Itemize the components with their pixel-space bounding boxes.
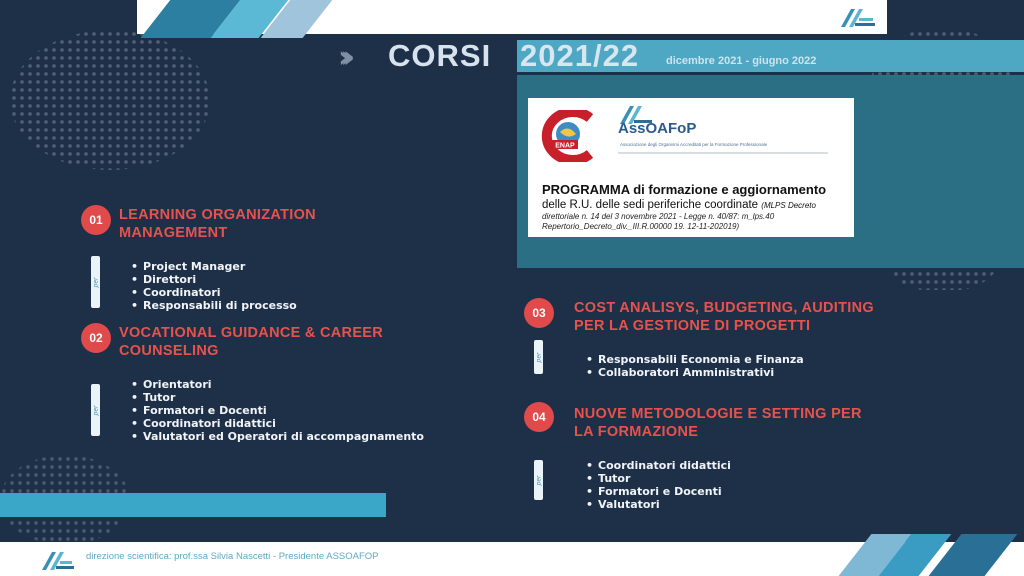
section-title-line: COUNSELING xyxy=(119,343,219,359)
halftone-dots-top-left xyxy=(10,30,210,170)
list-item: • Orientatori xyxy=(131,378,424,391)
per-label: per xyxy=(535,475,542,485)
per-label-box xyxy=(534,340,543,374)
bottom-accent-bar xyxy=(0,493,386,517)
audience-list xyxy=(586,459,731,511)
section-title-line: COST ANALISYS, BUDGETING, AUDITING xyxy=(574,300,874,316)
enap-label: ENAP xyxy=(555,142,575,150)
list-item: • Formatori e Docenti xyxy=(586,485,731,498)
section-title-line: VOCATIONAL GUIDANCE & CAREER xyxy=(119,325,384,341)
card-title: PROGRAMMA di formazione e aggiornamento xyxy=(542,182,827,197)
assoafop-logo-icon xyxy=(837,5,877,29)
section-title-line: LA FORMAZIONE xyxy=(574,424,699,440)
card-subtitle xyxy=(542,199,816,211)
section-title-line: LEARNING ORGANIZATION xyxy=(119,207,316,223)
section-title-line: MANAGEMENT xyxy=(119,225,228,241)
card-subtitle-text: delle R.U. delle sedi periferiche coordinate xyxy=(542,199,759,211)
card-divider xyxy=(618,152,828,154)
section-title xyxy=(119,206,316,242)
list-item: • Formatori e Docenti xyxy=(131,404,424,417)
audience-list xyxy=(131,260,297,312)
page-title: CORSI xyxy=(388,38,492,73)
per-label: per xyxy=(535,352,542,362)
card-decree-line: direttoriale n. 14 del 3 novembre 2021 - Legge n. 40/87: m_lps.40 xyxy=(542,212,775,221)
title-arrows: ››› xyxy=(338,40,346,75)
section-title-line: NUOVE METODOLOGIE E SETTING PER xyxy=(574,406,862,422)
section-number-badge: 03 xyxy=(524,298,554,328)
top-banner xyxy=(137,0,887,34)
list-item: • Direttori xyxy=(131,273,297,286)
section-title xyxy=(119,324,383,360)
assoafop-subtitle: Associazione degli Organismi Accreditati per la Formazione Professionale xyxy=(620,142,768,147)
per-label: per xyxy=(92,277,99,287)
section-number-badge: 02 xyxy=(81,323,111,353)
per-label-box xyxy=(91,256,100,308)
list-item: • Tutor xyxy=(131,391,424,404)
list-item: • Responsabili di processo xyxy=(131,299,297,312)
section-title-line: PER LA GESTIONE DI PROGETTI xyxy=(574,318,811,334)
section-title xyxy=(574,405,862,441)
list-item: • Tutor xyxy=(586,472,731,485)
list-item: • Project Manager xyxy=(131,260,297,273)
per-label: per xyxy=(92,405,99,415)
title-dates: dicembre 2021 - giugno 2022 xyxy=(666,55,817,67)
assoafop-logo-icon xyxy=(40,548,76,572)
per-label-box xyxy=(91,384,100,436)
list-item: • Responsabili Economia e Finanza xyxy=(586,353,804,366)
list-item: • Coordinatori didattici xyxy=(586,459,731,472)
enap-logo-icon xyxy=(538,110,598,162)
section-number-badge: 01 xyxy=(81,205,111,235)
audience-list xyxy=(131,378,424,443)
card-repertorio-line: Repertorio_Decreto_div._III.R.00000 19. 12-11-202019) xyxy=(542,222,740,231)
list-item: • Valutatori ed Operatori di accompagnamento xyxy=(131,430,424,443)
list-item: • Valutatori xyxy=(586,498,731,511)
programma-card xyxy=(528,98,854,237)
footer-credit: direzione scientifica: prof.ssa Silvia Nascetti - Presidente ASSOAFOP xyxy=(86,551,379,562)
title-year: 2021/22 xyxy=(520,38,640,73)
section-title xyxy=(574,299,874,335)
list-item: • Coordinatori didattici xyxy=(131,417,424,430)
per-label-box xyxy=(534,460,543,500)
list-item: • Collaboratori Amministrativi xyxy=(586,366,804,379)
audience-list xyxy=(586,353,804,379)
section-number-badge: 04 xyxy=(524,402,554,432)
card-subtitle-note: (MLPS Decreto xyxy=(761,201,816,210)
list-item: • Coordinatori xyxy=(131,286,297,299)
assoafop-name: AssOAFoP xyxy=(618,120,697,137)
